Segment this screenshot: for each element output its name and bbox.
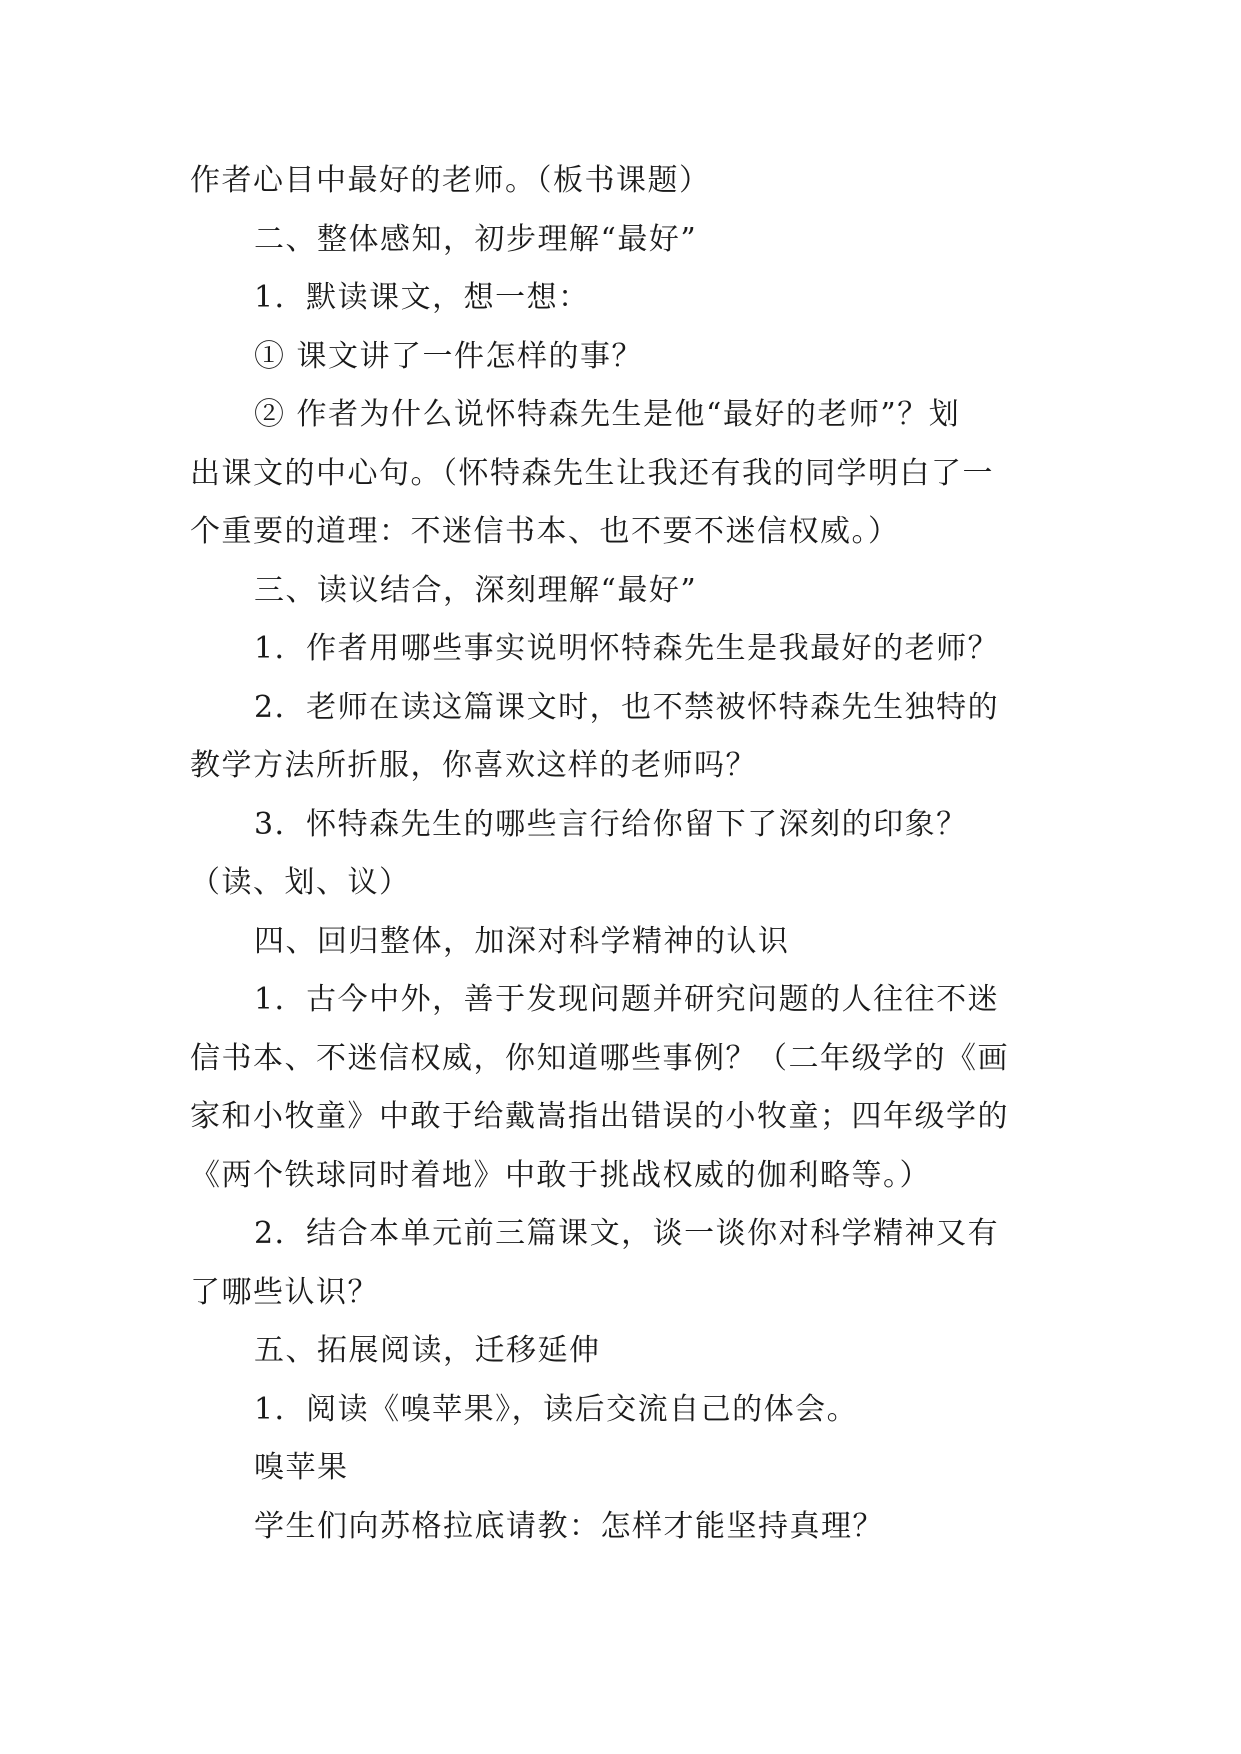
section-heading-5 — [190, 1322, 1052, 1381]
text-line: 2．结合本单元前三篇课文，谈一谈你对科学精神又有 — [254, 1216, 1000, 1251]
text-line: （读、划、议） — [190, 865, 411, 900]
text-line: 个重要的道理：不迷信书本、也不要不迷信权威。） — [190, 514, 900, 549]
paragraph-11 — [190, 971, 1052, 1205]
section-heading-2 — [190, 211, 1052, 270]
text-line: 1．古今中外，善于发现问题并研究问题的人往往不迷 — [254, 982, 1000, 1017]
paragraph-1 — [190, 152, 1052, 211]
text-line: 嗅苹果 — [254, 1450, 349, 1485]
text-line: 了哪些认识？ — [190, 1274, 379, 1310]
text-line: 二、整体感知，初步理解“最好” — [254, 221, 698, 257]
text-line: 3．怀特森先生的哪些言行给你留下了深刻的印象？ — [254, 806, 968, 842]
paragraph-14 — [190, 1381, 1052, 1440]
document-body — [190, 152, 1052, 1556]
text-line: 五、拓展阅读，迁移延伸 — [254, 1333, 601, 1368]
text-line: 2．老师在读这篇课文时，也不禁被怀特森先生独特的 — [254, 689, 1000, 725]
paragraph-12 — [190, 1205, 1052, 1322]
text-line: 三、读议结合，深刻理解“最好” — [254, 572, 698, 608]
text-line: 学生们向苏格拉底请教：怎样才能坚持真理？ — [254, 1508, 884, 1544]
section-heading-4 — [190, 913, 1052, 972]
paragraph-5 — [190, 386, 1052, 562]
paragraph-8 — [190, 679, 1052, 796]
text-line: 信书本、不迷信权威，你知道哪些事例？（二年级学的《画 — [190, 1040, 1009, 1076]
paragraph-16 — [190, 1498, 1052, 1557]
story-title — [190, 1439, 1052, 1498]
text-line: 《两个铁球同时着地》中敢于挑战权威的伽利略等。） — [190, 1157, 931, 1193]
text-line: 1．作者用哪些事实说明怀特森先生是我最好的老师？ — [254, 631, 1000, 666]
text-line: 家和小牧童》中敢于给戴嵩指出错误的小牧童；四年级学的 — [190, 1099, 1009, 1134]
section-heading-3 — [190, 562, 1052, 621]
paragraph-4 — [190, 328, 1052, 387]
text-line: 教学方法所折服，你喜欢这样的老师吗？ — [190, 748, 757, 783]
text-line: ② 作者为什么说怀特森先生是他“最好的老师”？划 — [254, 397, 961, 432]
text-line: 1．默读课文，想一想： — [254, 280, 590, 315]
text-line: 1．阅读《嗅苹果》，读后交流自己的体会。 — [254, 1391, 859, 1427]
paragraph-9 — [190, 796, 1052, 913]
text-line: ① 课文讲了一件怎样的事？ — [254, 338, 644, 374]
text-line: 出课文的中心句。（怀特森先生让我还有我的同学明白了一 — [190, 455, 994, 491]
text-line: 四、回归整体，加深对科学精神的认识 — [254, 923, 790, 959]
text-line: 作者心目中最好的老师。（板书课题） — [190, 163, 711, 198]
paragraph-7 — [190, 620, 1052, 679]
paragraph-3 — [190, 269, 1052, 328]
